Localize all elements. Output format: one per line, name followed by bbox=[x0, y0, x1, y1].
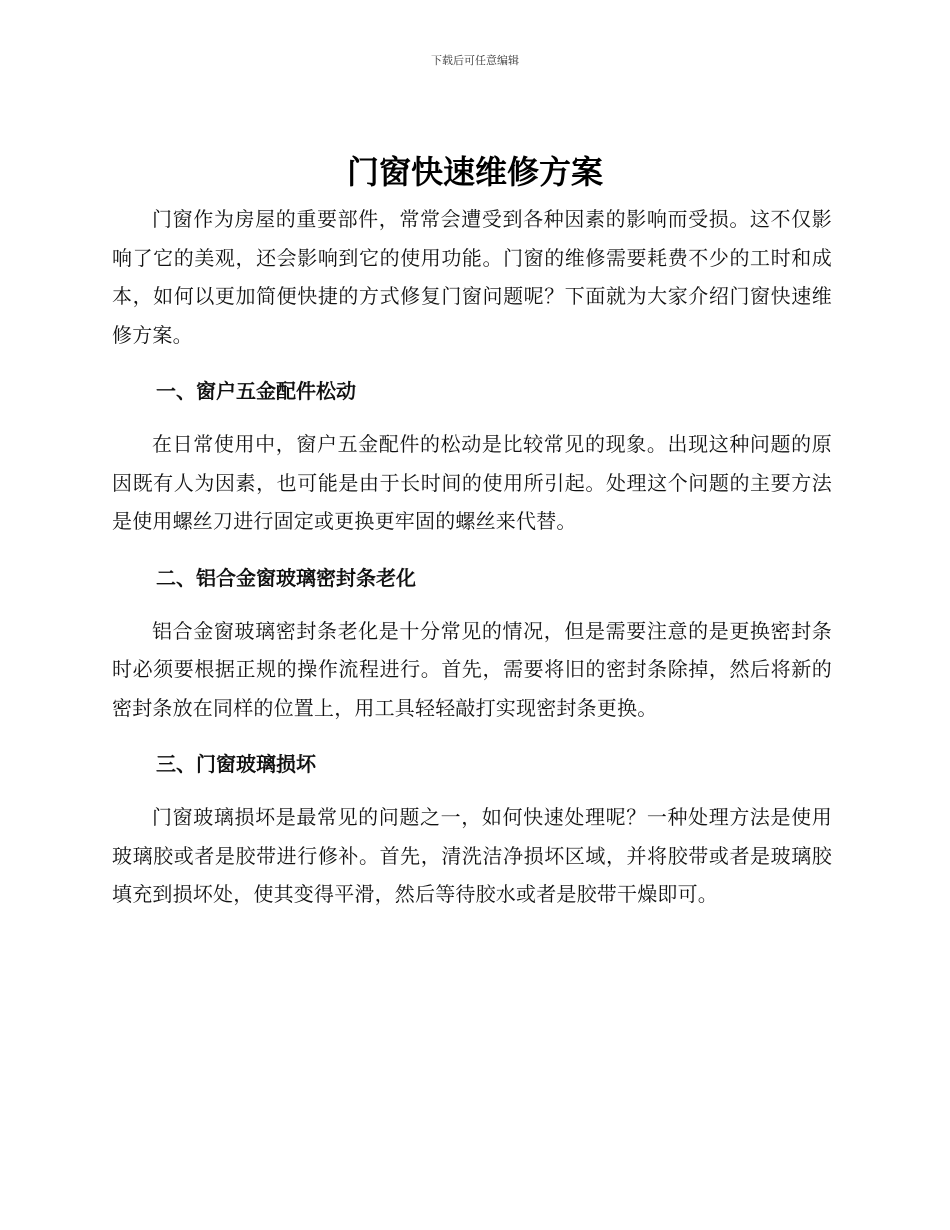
document-title: 门窗快速维修方案 bbox=[346, 153, 603, 191]
section-paragraph-2: 铝合金窗玻璃密封条老化是十分常见的情况，但是需要注意的是更换密封条时必须要根据正规的操作流程进行。首先，需要将旧的密封条除掉，然后将新的密封条放在同样的位置上，用工具轻轻敲打实现密封条更换。 bbox=[112, 618, 832, 720]
page-header: 下载后可任意编辑 bbox=[431, 54, 519, 67]
section-heading-2: 二、铝合金窗玻璃密封条老化 bbox=[156, 565, 416, 590]
section-heading-3: 三、门窗玻璃损坏 bbox=[156, 752, 316, 776]
section-paragraph-1: 在日常使用中，窗户五金配件的松动是比较常见的现象。出现这种问题的原因既有人为因素，也可能是由于长时间的使用所引起。处理这个问题的主要方法是使用螺丝刀进行固定或更换更牢固的螺丝来代替。 bbox=[112, 432, 832, 533]
section-heading-1: 一、窗户五金配件松动 bbox=[156, 379, 356, 403]
document-body bbox=[112, 200, 832, 914]
section-paragraph-3: 门窗玻璃损坏是最常见的问题之一，如何快速处理呢？一种处理方法是使用玻璃胶或者是胶带进行修补。首先，清洗洁净损坏区域，并将胶带或者是玻璃胶填充到损坏处，使其变得平滑，然后等待胶水或者是胶带干燥即可。 bbox=[112, 805, 832, 906]
intro-paragraph: 门窗作为房屋的重要部件，常常会遭受到各种因素的影响而受损。这不仅影响了它的美观，还会影响到它的使用功能。门窗的维修需要耗费不少的工时和成本，如何以更加简便快捷的方式修复门窗问题呢？下面就为大家介绍门窗快速维修方案。 bbox=[112, 207, 832, 347]
